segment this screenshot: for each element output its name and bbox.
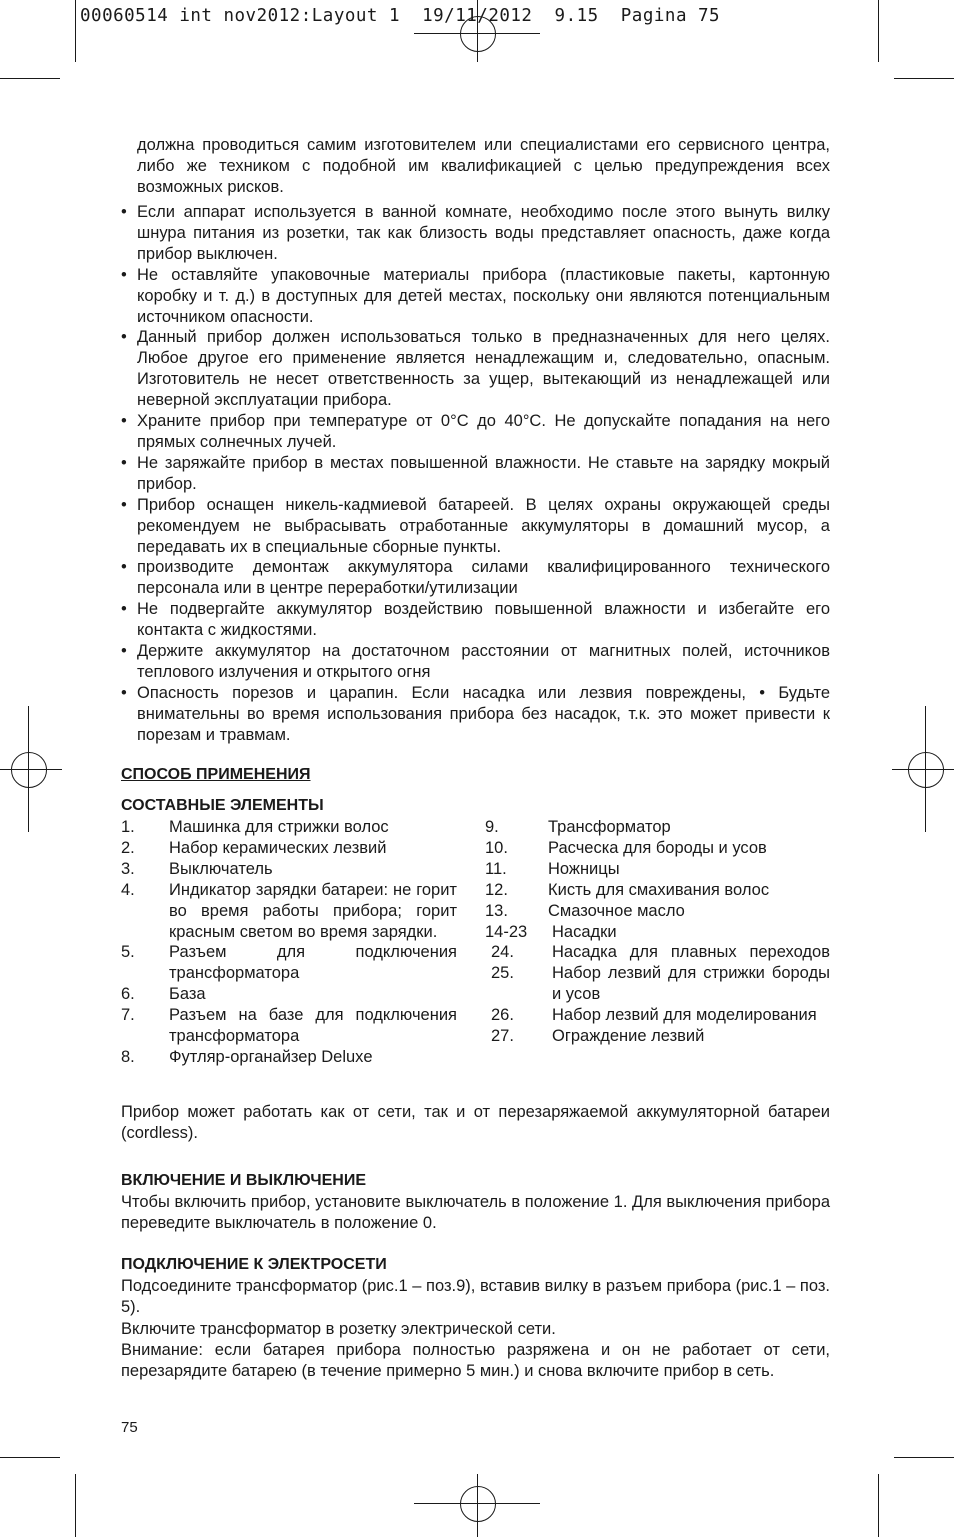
item-text: Набор лезвий для моделирования: [552, 1006, 817, 1025]
item-text: Набор лезвий для стрижки бороды и усов: [552, 964, 830, 1004]
power-note: Прибор может работать как от сети, так и от перезаряжаемой аккумуляторной батареи (cordless).: [121, 1103, 830, 1142]
mains-paragraph: Включите трансформатор в розетку электрической сети.: [121, 1320, 556, 1338]
crop-mark: [894, 1457, 954, 1458]
mains-heading: ПОДКЛЮЧЕНИЕ К ЭЛЕКТРОСЕТИ: [121, 1256, 387, 1273]
registration-line: [925, 706, 926, 832]
item-text: Насадка для плавных переходов: [552, 943, 830, 962]
registration-line: [892, 769, 954, 770]
item-number: 27.: [491, 1027, 514, 1046]
list-item: [485, 963, 830, 1005]
list-item: • Опасность порезов и царапин. Если насадка или лезвия повреждены, • Будьте внимательны во время использования прибора без насадок, т.к. это может привести к порезам и травмам.: [121, 683, 830, 746]
list-item: [121, 838, 457, 859]
list-item: [485, 901, 830, 922]
list-item: • Данный прибор должен использоваться только в предназначенных для него целях. Любое другое его применение является ненадлежащим и, следовательно, опасным. Изготовитель не несет ответственность за ущер, вытекающий из ненадлежащей или неверной эксплуатации прибора.: [121, 327, 830, 411]
list-item: [485, 880, 830, 901]
item-number: 26.: [491, 1006, 514, 1025]
item-text: Разъем для подключения трансформатора: [169, 943, 457, 983]
item-text: Кисть для смахивания волос: [548, 880, 770, 899]
usage-heading: СПОСОБ ПРИМЕНЕНИЯ: [121, 766, 311, 783]
item-number: 2.: [121, 838, 135, 857]
onoff-heading: ВКЛЮЧЕНИЕ И ВЫКЛЮЧЕНИЕ: [121, 1172, 367, 1189]
list-item: • Прибор оснащен никель-кадмиевой батареей. В целях охраны окружающей среды рекомендуем не выбрасывать отработанные аккумуляторы в домашний мусор, а передавать их в специальные сборные пункты.: [121, 495, 830, 558]
item-text: Смазочное масло: [548, 901, 685, 920]
item-number: 7.: [121, 1006, 135, 1025]
crop-mark: [894, 78, 954, 79]
item-text: Выключатель: [169, 859, 273, 878]
list-item: • Держите аккумулятор на достаточном расстоянии от магнитных полей, источников теплового излучения и открытого огня: [121, 641, 830, 683]
item-text: Футляр-органайзер Deluxe: [169, 1047, 373, 1066]
item-text: Машинка для стрижки волос: [169, 818, 389, 836]
item-number: 9.: [485, 818, 499, 836]
item-text: Набор керамических лезвий: [169, 838, 387, 857]
registration-line: [28, 706, 29, 832]
list-item: [121, 1047, 457, 1068]
item-number: 6.: [121, 985, 135, 1004]
registration-line: [477, 1474, 478, 1537]
components-list-left: [121, 817, 457, 1068]
list-item: • производите демонтаж аккумулятора силами квалифицированного технического персонала или в центре переработки/утилизации: [121, 557, 830, 599]
item-number: 11.: [485, 859, 507, 878]
list-item: [485, 942, 830, 963]
item-number: 8.: [121, 1047, 135, 1066]
crop-mark: [0, 1457, 60, 1458]
item-number: 14-23: [485, 922, 528, 941]
list-item: • Не подвергайте аккумулятор воздействию повышенной влажности и избегайте его контакта с жидкостями.: [121, 599, 830, 641]
crop-mark: [75, 0, 76, 62]
intro-paragraph: должна проводиться самим изготовителем или специалистами его сервисного центра, либо же техником с подобной им квалификацией с целью предупреждения всех возможных рисков.: [137, 136, 830, 196]
list-item: • Храните прибор при температуре от 0°С до 40°С. Не допускайте попадания на него прямых солнечных лучей.: [121, 411, 830, 453]
crop-mark: [75, 1474, 76, 1537]
item-number: 1.: [121, 818, 135, 836]
list-item: [485, 1005, 830, 1026]
list-item: [121, 984, 457, 1005]
list-item: [121, 1005, 457, 1047]
list-item: [485, 1026, 830, 1047]
list-item: [485, 922, 830, 943]
crop-mark: [878, 0, 879, 62]
item-text: Расческа для бороды и усов: [548, 838, 767, 857]
mains-paragraph: Внимание: если батарея прибора полностью разряжена и он не работает от сети, перезарядите батарею (в течение примерно 5 мин.) и снова включите прибор в сеть.: [121, 1341, 830, 1380]
item-text: Разъем на базе для подключения трансформатора: [169, 1006, 457, 1046]
list-item: • Не заряжайте прибор в местах повышенной влажности. Не ставьте на зарядку мокрый прибор.: [121, 453, 830, 495]
components-heading: СОСТАВНЫЕ ЭЛЕМЕНТЫ: [121, 797, 324, 814]
mains-paragraph: Подсоедините трансформатор (рис.1 – поз.9), вставив вилку в разъем прибора (рис.1 – поз. 5).: [121, 1277, 830, 1316]
item-number: 24.: [491, 943, 514, 962]
item-number: 4.: [121, 880, 135, 899]
list-item: • Не оставляйте упаковочные материалы прибора (пластиковые пакеты, картонную коробку и т. д.) в доступных для детей местах, поскольку они являются потенциальным источником опасности.: [121, 265, 830, 328]
registration-line: [0, 769, 62, 770]
item-text: Трансформатор: [548, 818, 671, 836]
list-item: [121, 880, 457, 943]
list-item: [485, 817, 830, 838]
crop-mark: [0, 78, 60, 79]
item-text: Ограждение лезвий: [552, 1027, 705, 1046]
safety-bullet-list: [121, 202, 830, 746]
registration-mark-icon: [11, 752, 47, 788]
item-number: 10.: [485, 838, 508, 857]
list-item: [485, 859, 830, 880]
list-item: [121, 859, 457, 880]
onoff-text: Чтобы включить прибор, установите выключатель в положение 1. Для выключения прибора переведите выключатель в положение 0.: [121, 1193, 830, 1232]
list-item: • Если аппарат используется в ванной комнате, необходимо после этого вынуть вилку шнура питания из розетки, так как близость воды представляет опасность, даже когда прибор выключен.: [121, 202, 830, 265]
list-item: [485, 838, 830, 859]
page-number: 75: [121, 1419, 138, 1436]
item-text: Насадки: [552, 922, 617, 941]
item-number: 5.: [121, 943, 135, 962]
crop-mark: [878, 1474, 879, 1537]
item-text: База: [169, 985, 206, 1004]
components-list-right: [485, 817, 830, 1047]
item-number: 25.: [491, 964, 514, 983]
item-number: 12.: [485, 880, 508, 899]
registration-mark-icon: [908, 752, 944, 788]
list-item: [121, 942, 457, 984]
item-number: 3.: [121, 859, 135, 878]
print-slug: 00060514 int nov2012:Layout 1 19/11/2012 9.15 Pagina 75: [80, 6, 721, 26]
item-text: Индикатор зарядки батареи: не горит во время работы прибора; горит красным светом во время зарядки.: [169, 880, 457, 941]
registration-mark-icon: [460, 1486, 496, 1522]
list-item: [121, 817, 457, 838]
item-number: 13.: [485, 901, 508, 920]
item-text: Ножницы: [548, 859, 620, 878]
